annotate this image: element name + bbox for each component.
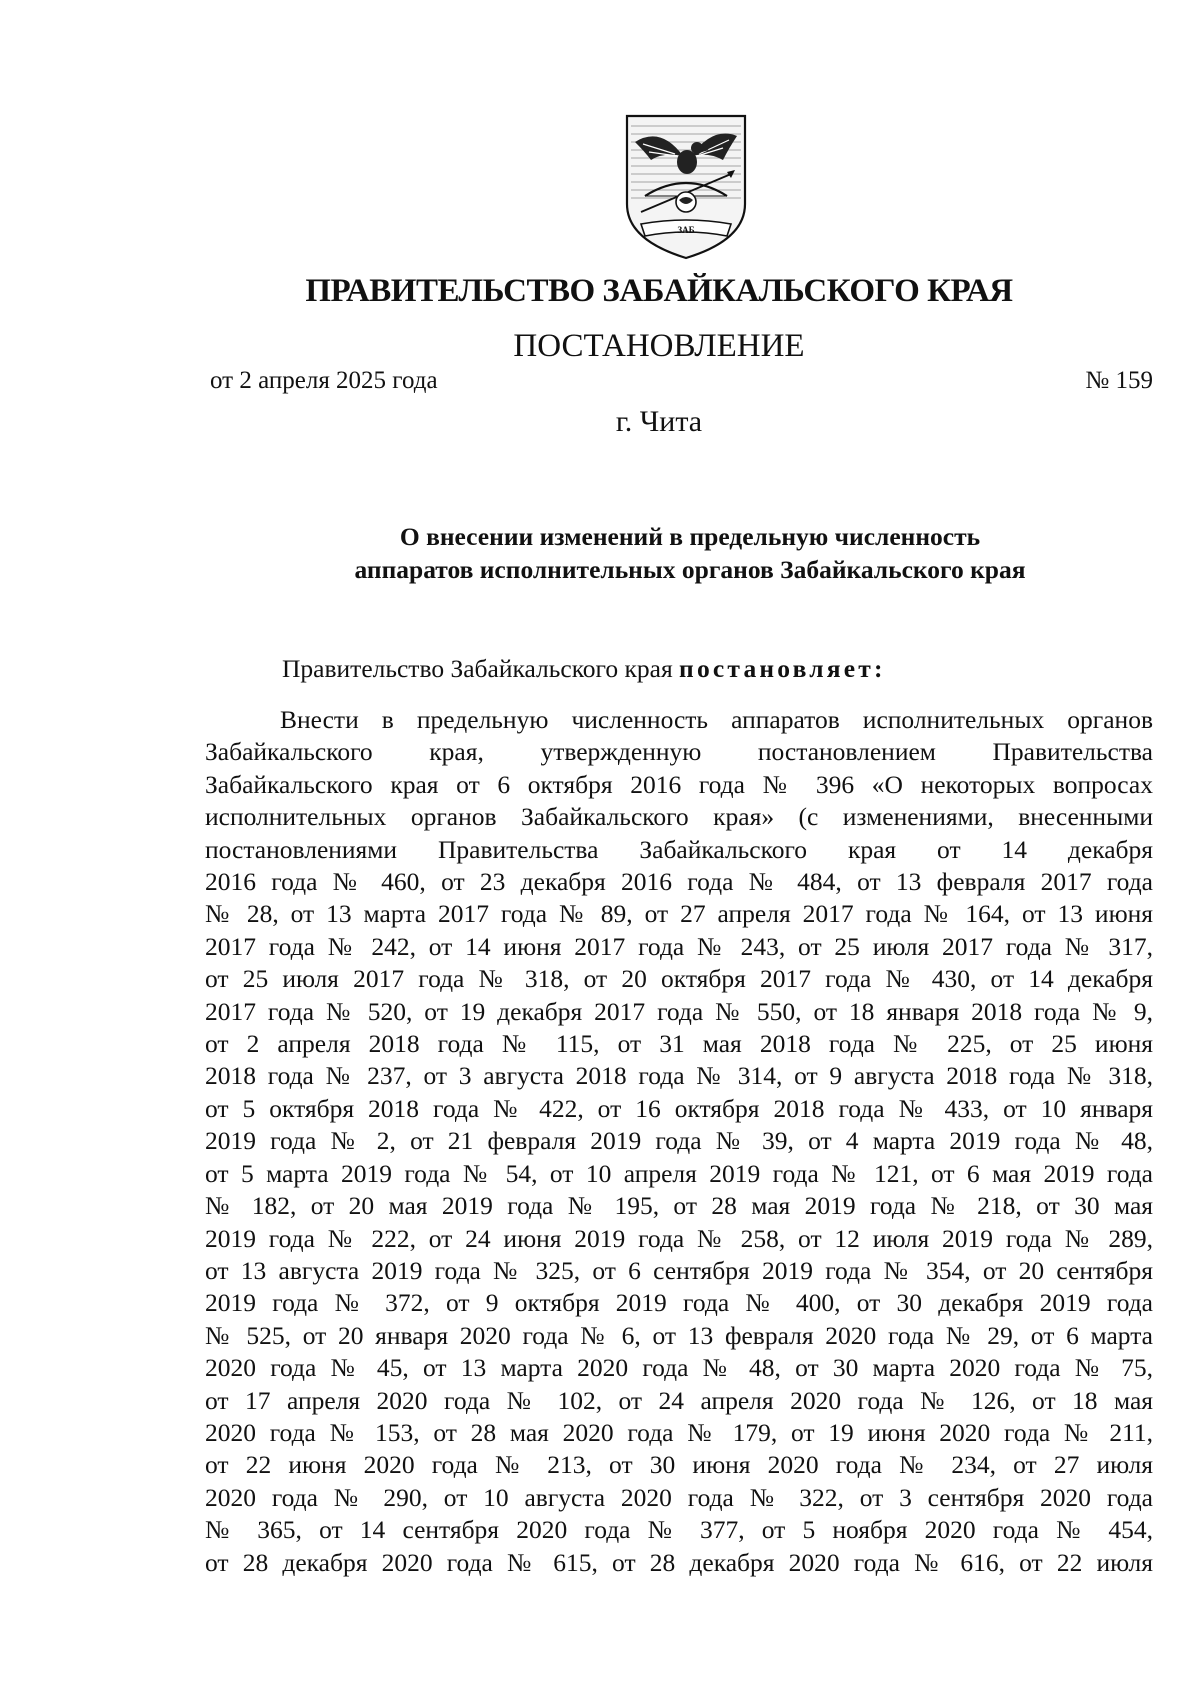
body-line: от 17 апреля 2020 года № 102, от 24 апреля 2020 года № 126, от 18 мая xyxy=(205,1385,1153,1415)
coat-of-arms-icon xyxy=(621,112,751,262)
body-line: от 22 июня 2020 года № 213, от 30 июня 2020 года № 234, от 27 июля xyxy=(205,1450,1153,1480)
subject-line: аппаратов исполнительных органов Забайкальского края xyxy=(354,555,1026,584)
document-city: г. Чита xyxy=(615,405,703,438)
body-line: 2020 года № 290, от 10 августа 2020 года № 322, от 3 сентября 2020 года xyxy=(205,1482,1153,1512)
body-line: 2017 года № 520, от 19 декабря 2017 года № 550, от 18 января 2018 года № 9, xyxy=(205,996,1153,1026)
body-line: № 182, от 20 мая 2019 года № 195, от 28 мая 2019 года № 218, от 30 мая xyxy=(205,1191,1153,1221)
document-body xyxy=(205,704,1153,1579)
body-line: от 13 августа 2019 года № 325, от 6 сентября 2019 года № 354, от 20 сентября xyxy=(205,1255,1153,1285)
body-line: № 525, от 20 января 2020 года № 6, от 13 февраля 2020 года № 29, от 6 марта xyxy=(205,1320,1153,1350)
body-line: 2016 года № 460, от 23 декабря 2016 года № 484, от 13 февраля 2017 года xyxy=(205,867,1153,897)
body-line: 2019 года № 2, от 21 февраля 2019 года № 39, от 4 марта 2019 года № 48, xyxy=(205,1126,1153,1156)
body-line: 2020 года № 45, от 13 марта 2020 года № 48, от 30 марта 2020 года № 75, xyxy=(205,1353,1153,1383)
organization-title: ПРАВИТЕЛЬСТВО ЗАБАЙКАЛЬСКОГО КРАЯ xyxy=(305,273,1013,309)
body-line: от 28 декабря 2020 года № 615, от 28 декабря 2020 года № 616, от 22 июля xyxy=(205,1547,1153,1577)
body-line: постановлениями Правительства Забайкальского края от 14 декабря xyxy=(205,834,1153,864)
body-line: № 28, от 13 марта 2017 года № 89, от 27 апреля 2017 года № 164, от 13 июня xyxy=(205,899,1153,929)
body-line: Внести в предельную численность аппаратов исполнительных органов xyxy=(280,705,1153,734)
body-line: Забайкальского края от 6 октября 2016 года № 396 «О некоторых вопросах xyxy=(205,769,1153,799)
document-subject xyxy=(240,520,1140,586)
body-line: 2017 года № 242, от 14 июня 2017 года № 243, от 25 июля 2017 года № 317, xyxy=(205,931,1153,961)
body-line: 2020 года № 153, от 28 мая 2020 года № 179, от 19 июня 2020 года № 211, xyxy=(205,1417,1153,1447)
body-line: от 25 июля 2017 года № 318, от 20 октября 2017 года № 430, от 14 декабря xyxy=(205,964,1153,994)
body-line: от 5 марта 2019 года № 54, от 10 апреля 2019 года № 121, от 6 мая 2019 года xyxy=(205,1158,1153,1188)
document-number: № 159 xyxy=(1085,367,1153,394)
body-line: от 2 апреля 2018 года № 115, от 31 мая 2018 года № 225, от 25 июня xyxy=(205,1029,1153,1059)
decree-statement xyxy=(282,654,886,684)
document-type: ПОСТАНОВЛЕНИЕ xyxy=(513,328,805,364)
subject-line: О внесении изменений в предельную численность xyxy=(399,522,981,551)
body-line: Забайкальского края, утвержденную постановлением Правительства xyxy=(205,737,1153,767)
body-line: 2018 года № 237, от 3 августа 2018 года № 314, от 9 августа 2018 года № 318, xyxy=(205,1061,1153,1091)
body-line: 2019 года № 222, от 24 июня 2019 года № 258, от 12 июля 2019 года № 289, xyxy=(205,1223,1153,1253)
body-line: исполнительных органов Забайкальского края» (с изменениями, внесенными xyxy=(205,802,1153,832)
body-line: от 5 октября 2018 года № 422, от 16 октября 2018 года № 433, от 10 января xyxy=(205,1093,1153,1123)
decree-prefix: Правительство Забайкальского края xyxy=(282,654,673,683)
document-date: от 2 апреля 2025 года xyxy=(210,367,438,394)
decree-verb: постановляет: xyxy=(679,654,886,683)
body-line: 2019 года № 372, от 9 октября 2019 года № 400, от 30 декабря 2019 года xyxy=(205,1288,1153,1318)
body-line: № 365, от 14 сентября 2020 года № 377, от 5 ноября 2020 года № 454, xyxy=(205,1515,1153,1545)
emblem-inscription: ЗАБ xyxy=(677,225,695,235)
